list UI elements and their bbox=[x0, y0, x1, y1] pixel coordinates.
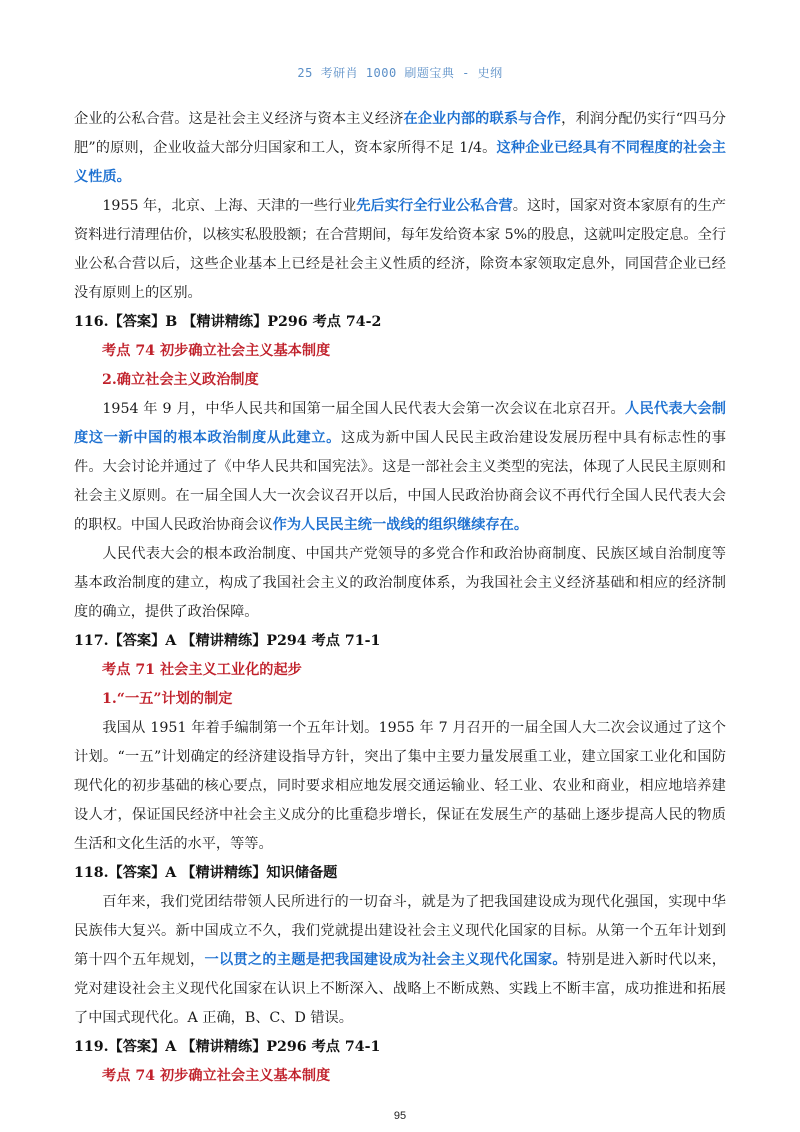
paragraph bbox=[74, 192, 726, 308]
paragraph bbox=[74, 105, 726, 192]
highlight-text: 人民代表大会制度这一新中国的根本政治制度从此建立。 bbox=[74, 401, 726, 446]
answer-heading-116: 116.【答案】B 【精讲精练】P296 考点 74-2 bbox=[74, 314, 382, 330]
text-run: 。这时，国家对资本家原有的生产资料进行清理估价，以核实私股股额；在合营期间，每年发给资本家 5%的股息，这就叫定股定息。全行业公私合营以后，这些企业基本上已经是社会主义性质的经济，除资本家领取定息外，同国营企业已经没有原则上的区别。 bbox=[74, 198, 726, 301]
answer-heading-117: 117.【答案】A 【精讲精练】P294 考点 71-1 bbox=[74, 633, 381, 649]
sub-heading: 1.“一五”计划的制定 bbox=[102, 691, 233, 707]
text-run: 企业的公私合营。这是社会主义经济与资本主义经济 bbox=[74, 111, 404, 127]
paragraph bbox=[74, 888, 726, 1033]
page-content bbox=[74, 105, 726, 1091]
text-run: 1954 年 9 月，中华人民共和国第一届全国人民代表大会第一次会议在北京召开。 bbox=[102, 401, 625, 417]
highlight-text: 先后实行全行业公私合营 bbox=[356, 198, 513, 214]
answer-heading-119: 119.【答案】A 【精讲精练】P296 考点 74-1 bbox=[74, 1039, 381, 1055]
paragraph: 人民代表大会的根本政治制度、中国共产党领导的多党合作和政治协商制度、民族区域自治制度等基本政治制度的建立，构成了我国社会主义的政治制度体系，为我国社会主义经济基础和相应的经济制度的确立，提供了政治保障。 bbox=[74, 546, 726, 620]
highlight-text: 一以贯之的主题是把我国建设成为社会主义现代化国家。 bbox=[204, 952, 567, 968]
kaodian-heading: 考点 74 初步确立社会主义基本制度 bbox=[102, 1068, 331, 1084]
text-run: 这成为新中国人民民主政治建设发展历程中具有标志性的事件。大会讨论并通过了《中华人民共和国宪法》。这是一部社会主义类型的宪法，体现了人民民主原则和社会主义原则。在一届全国人大一次会议召开以后，中国人民政治协商会议不再代行全国人民代表大会的职权。中国人民政治协商会议 bbox=[74, 430, 726, 533]
sub-heading: 2.确立社会主义政治制度 bbox=[102, 372, 259, 388]
kaodian-heading: 考点 71 社会主义工业化的起步 bbox=[102, 662, 302, 678]
paragraph bbox=[74, 395, 726, 540]
text-run: ，利润分配仍实行“四马分肥”的原则，企业收益大部分归国家和工人，资本家所得不足 1/4。 bbox=[74, 111, 726, 156]
kaodian-heading: 考点 74 初步确立社会主义基本制度 bbox=[102, 343, 331, 359]
text-run: 百年来，我们党团结带领人民所进行的一切奋斗，就是为了把我国建设成为现代化强国，实现中华民族伟大复兴。新中国成立不久，我们党就提出建设社会主义现代化国家的目标。从第一个五年计划到第十四个五年规划， bbox=[74, 894, 726, 968]
text-run: 1955 年，北京、上海、天津的一些行业 bbox=[102, 198, 357, 214]
highlight-text: 这种企业已经具有不同程度的社会主义性质。 bbox=[74, 140, 726, 185]
text-run: 特别是进入新时代以来，党对建设社会主义现代化国家在认识上不断深入、战略上不断成熟、实践上不断丰富，成功推进和拓展了中国式现代化。A 正确，B、C、D 错误。 bbox=[74, 952, 726, 1026]
highlight-text: 作为人民民主统一战线的组织继续存在。 bbox=[272, 517, 529, 533]
page-header: 25 考研肖 1000 刷题宝典 - 史纲 bbox=[297, 66, 503, 80]
page-number: 95 bbox=[393, 1110, 407, 1122]
paragraph: 我国从 1951 年着手编制第一个五年计划。1955 年 7 月召开的一届全国人大二次会议通过了这个计划。“一五”计划确定的经济建设指导方针，突出了集中主要力量发展重工业，建立国家工业化和国防现代化的初步基础的核心要点，同时要求相应地发展交通运输业、轻工业、农业和商业，相应地培养建设人才，保证国民经济中社会主义成分的比重稳步增长，保证在发展生产的基础上逐步提高人民的物质生活和文化生活的水平，等等。 bbox=[74, 720, 726, 852]
highlight-text: 在企业内部的联系与合作 bbox=[403, 111, 562, 127]
answer-heading-118: 118.【答案】A 【精讲精练】知识储备题 bbox=[74, 865, 338, 881]
